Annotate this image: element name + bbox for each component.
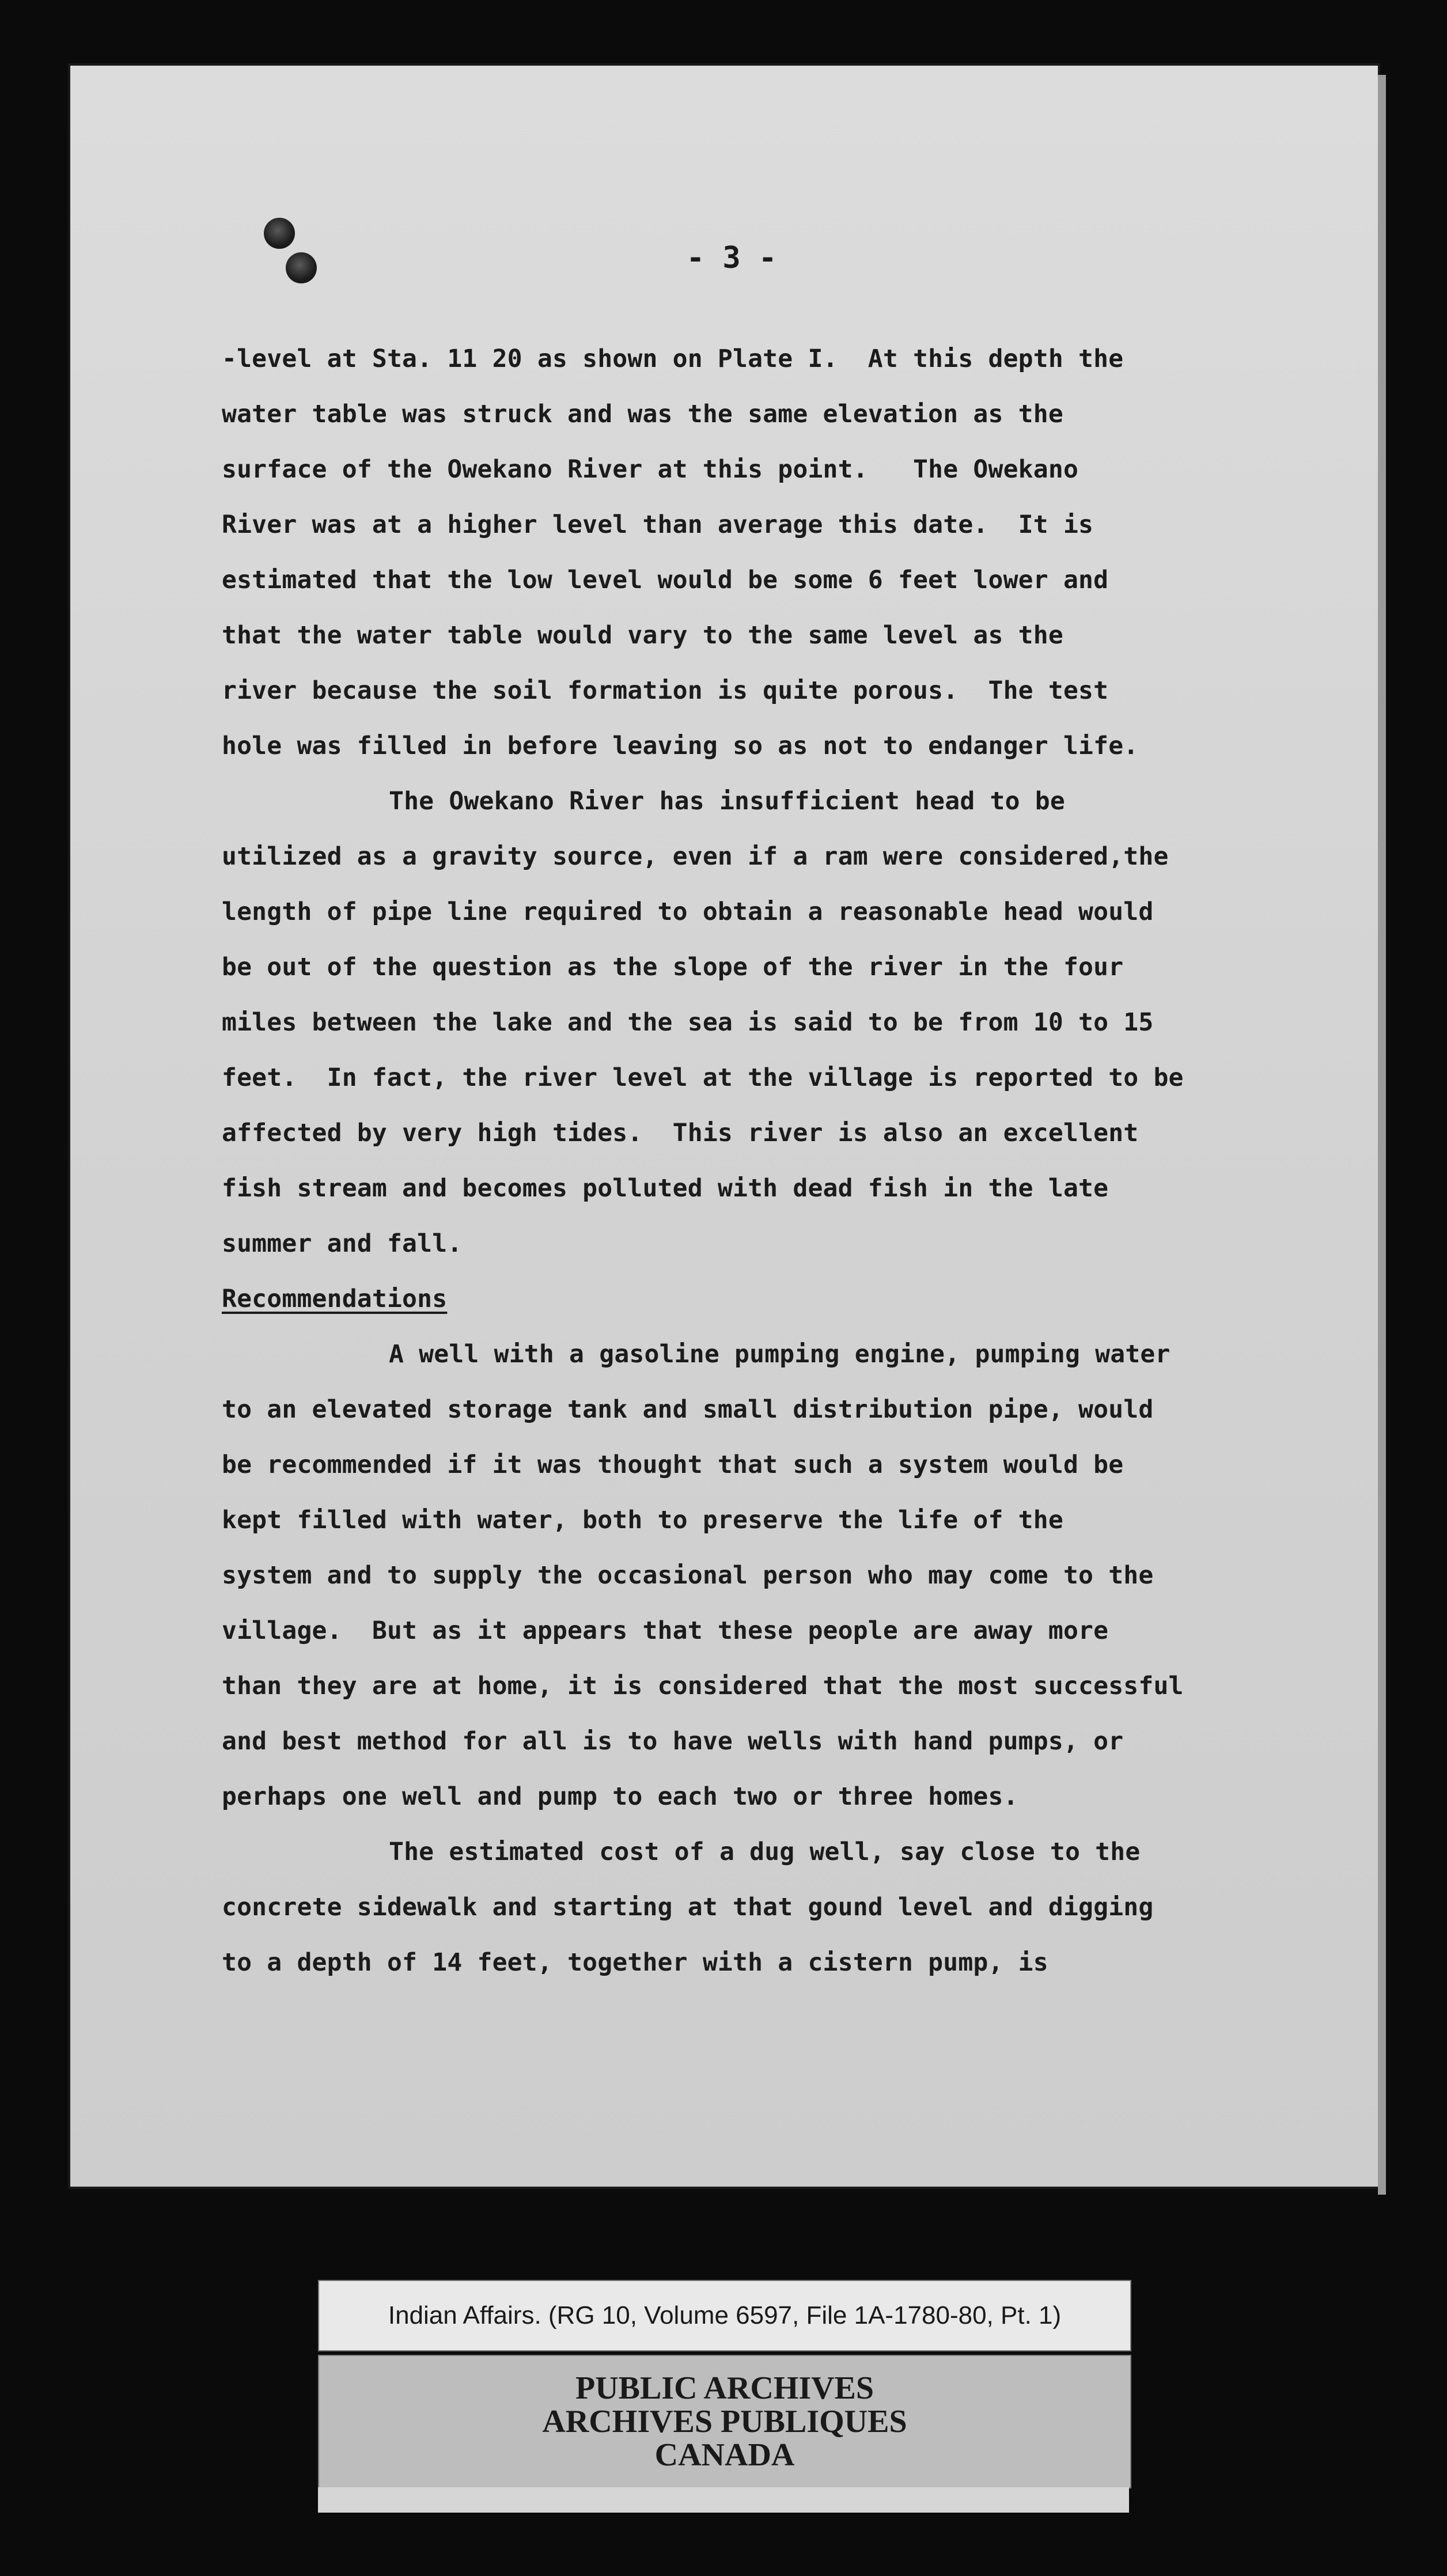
paragraph-4-line: The estimated cost of a dug well, say close to the	[389, 1838, 1141, 1866]
paragraph-3-line: and best method for all is to have wells with hand pumps, or	[222, 1727, 1124, 1756]
paragraph-3-line: than they are at home, it is considered that the most successful	[222, 1672, 1184, 1700]
paragraph-3-line: village. But as it appears that these people are away more	[222, 1616, 1109, 1645]
paragraph-3-line: to an elevated storage tank and small distribution pipe, would	[222, 1395, 1154, 1424]
paragraph-2-line: feet. In fact, the river level at the village is reported to be	[222, 1063, 1184, 1092]
stamp-footer-strip	[318, 2487, 1129, 2513]
paragraph-1-line: hole was filled in before leaving so as not to endanger life.	[222, 732, 1139, 760]
paragraph-1-line: that the water table would vary to the same level as the	[222, 621, 1063, 650]
punch-hole-bottom	[286, 252, 317, 283]
archive-reference-label	[318, 2280, 1131, 2351]
page-number: - 3 -	[686, 241, 777, 275]
paragraph-2-line: The Owekano River has insufficient head to be	[389, 787, 1065, 816]
paragraph-4-line: concrete sidewalk and starting at that gound level and digging	[222, 1893, 1154, 1922]
paragraph-2-line: length of pipe line required to obtain a reasonable head would	[222, 897, 1154, 926]
paragraph-4-line: to a depth of 14 feet, together with a cistern pump, is	[222, 1948, 1048, 1977]
paragraph-2-line: affected by very high tides. This river is also an excellent	[222, 1119, 1139, 1147]
paragraph-3-line: perhaps one well and pump to each two or three homes.	[222, 1782, 1018, 1811]
stamp-line: ARCHIVES PUBLIQUES	[542, 2404, 907, 2439]
paragraph-1-line: river because the soil formation is quite porous. The test	[222, 676, 1109, 705]
archive-reference-text: Indian Affairs. (RG 10, Volume 6597, File 1A-1780-80, Pt. 1)	[388, 2301, 1062, 2329]
paragraph-2-line: fish stream and becomes polluted with dead fish in the late	[222, 1174, 1109, 1203]
paragraph-1-line: River was at a higher level than average this date. It is	[222, 510, 1094, 539]
paragraph-1-line: water table was struck and was the same elevation as the	[222, 400, 1063, 429]
paragraph-2-line: miles between the lake and the sea is said to be from 10 to 15	[222, 1008, 1154, 1037]
section-heading: Recommendations	[222, 1285, 448, 1313]
document-body	[222, 331, 1305, 1990]
paragraph-3-line: system and to supply the occasional person who may come to the	[222, 1561, 1154, 1590]
paragraph-3-line: be recommended if it was thought that such a system would be	[222, 1450, 1124, 1479]
paragraph-1-line: -level at Sta. 11 20 as shown on Plate I. At this depth the	[222, 344, 1124, 373]
paragraph-2-line: be out of the question as the slope of the river in the four	[222, 953, 1124, 982]
paragraph-1-line: estimated that the low level would be some 6 feet lower and	[222, 566, 1109, 594]
paragraph-2-line: utilized as a gravity source, even if a ram were considered,the	[222, 842, 1169, 871]
archive-stamp	[318, 2355, 1131, 2488]
paragraph-2-line: summer and fall.	[222, 1229, 463, 1258]
paragraph-3-line: kept filled with water, both to preserve the life of the	[222, 1506, 1063, 1535]
stamp-line: PUBLIC ARCHIVES	[575, 2370, 874, 2406]
paragraph-3-line: A well with a gasoline pumping engine, pumping water	[389, 1340, 1171, 1369]
page-edge	[1378, 75, 1386, 2195]
stamp-line: CANADA	[654, 2437, 795, 2473]
paragraph-1-line: surface of the Owekano River at this point. The Owekano	[222, 455, 1079, 484]
punch-hole-top	[264, 218, 295, 249]
